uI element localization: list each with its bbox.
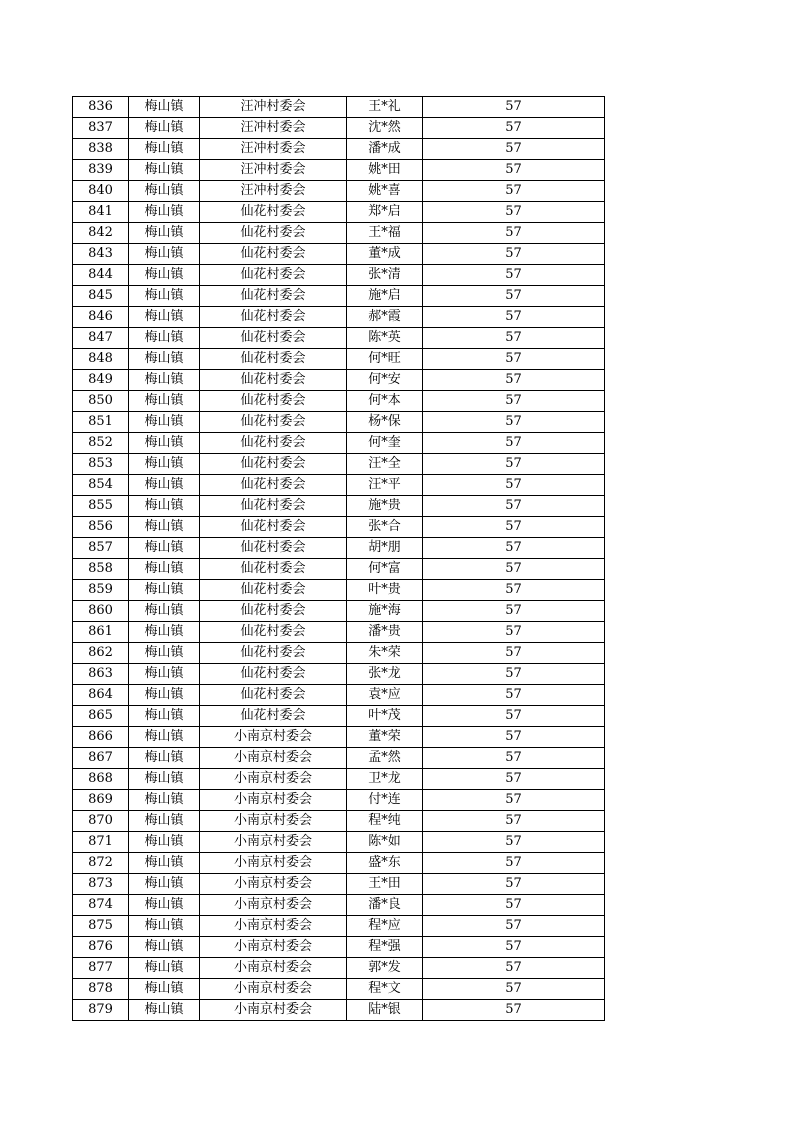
village-cell: 仙花村委会 (200, 454, 347, 475)
row-number-cell: 845 (73, 286, 129, 307)
name-cell: 郝*霞 (347, 307, 423, 328)
row-number-cell: 853 (73, 454, 129, 475)
amount-cell: 57 (423, 328, 605, 349)
town-cell: 梅山镇 (129, 244, 200, 265)
name-cell: 张*清 (347, 265, 423, 286)
table-row (73, 223, 605, 244)
village-cell: 仙花村委会 (200, 370, 347, 391)
name-cell: 盛*东 (347, 853, 423, 874)
row-number-cell: 877 (73, 958, 129, 979)
town-cell: 梅山镇 (129, 118, 200, 139)
town-cell: 梅山镇 (129, 685, 200, 706)
name-cell: 汪*全 (347, 454, 423, 475)
village-cell: 仙花村委会 (200, 349, 347, 370)
village-cell: 仙花村委会 (200, 538, 347, 559)
table-row (73, 559, 605, 580)
amount-cell: 57 (423, 853, 605, 874)
row-number-cell: 854 (73, 475, 129, 496)
row-number-cell: 855 (73, 496, 129, 517)
town-cell: 梅山镇 (129, 391, 200, 412)
name-cell: 施*海 (347, 601, 423, 622)
name-cell: 董*荣 (347, 727, 423, 748)
amount-cell: 57 (423, 811, 605, 832)
table-row (73, 769, 605, 790)
village-cell: 汪冲村委会 (200, 139, 347, 160)
town-cell: 梅山镇 (129, 748, 200, 769)
row-number-cell: 871 (73, 832, 129, 853)
village-cell: 仙花村委会 (200, 685, 347, 706)
table-row (73, 391, 605, 412)
town-cell: 梅山镇 (129, 916, 200, 937)
name-cell: 张*龙 (347, 664, 423, 685)
amount-cell: 57 (423, 181, 605, 202)
table-row (73, 328, 605, 349)
amount-cell: 57 (423, 937, 605, 958)
table-row (73, 475, 605, 496)
name-cell: 叶*贵 (347, 580, 423, 601)
amount-cell: 57 (423, 580, 605, 601)
amount-cell: 57 (423, 643, 605, 664)
row-number-cell: 840 (73, 181, 129, 202)
table-row (73, 496, 605, 517)
town-cell: 梅山镇 (129, 790, 200, 811)
village-cell: 小南京村委会 (200, 958, 347, 979)
town-cell: 梅山镇 (129, 874, 200, 895)
amount-cell: 57 (423, 706, 605, 727)
amount-cell: 57 (423, 244, 605, 265)
row-number-cell: 865 (73, 706, 129, 727)
name-cell: 孟*然 (347, 748, 423, 769)
row-number-cell: 848 (73, 349, 129, 370)
amount-cell: 57 (423, 517, 605, 538)
town-cell: 梅山镇 (129, 328, 200, 349)
table-row (73, 433, 605, 454)
data-table (72, 96, 605, 1021)
town-cell: 梅山镇 (129, 853, 200, 874)
town-cell: 梅山镇 (129, 958, 200, 979)
name-cell: 郑*启 (347, 202, 423, 223)
amount-cell: 57 (423, 139, 605, 160)
amount-cell: 57 (423, 958, 605, 979)
name-cell: 何*旺 (347, 349, 423, 370)
name-cell: 朱*荣 (347, 643, 423, 664)
village-cell: 小南京村委会 (200, 874, 347, 895)
name-cell: 郭*发 (347, 958, 423, 979)
amount-cell: 57 (423, 118, 605, 139)
table-row (73, 643, 605, 664)
village-cell: 仙花村委会 (200, 475, 347, 496)
row-number-cell: 839 (73, 160, 129, 181)
amount-cell: 57 (423, 454, 605, 475)
village-cell: 仙花村委会 (200, 202, 347, 223)
amount-cell: 57 (423, 601, 605, 622)
amount-cell: 57 (423, 895, 605, 916)
row-number-cell: 856 (73, 517, 129, 538)
table-row (73, 979, 605, 1000)
row-number-cell: 846 (73, 307, 129, 328)
table-row (73, 349, 605, 370)
town-cell: 梅山镇 (129, 1000, 200, 1021)
amount-cell: 57 (423, 790, 605, 811)
table-row (73, 1000, 605, 1021)
table-row (73, 370, 605, 391)
amount-cell: 57 (423, 916, 605, 937)
table-row (73, 874, 605, 895)
name-cell: 程*纯 (347, 811, 423, 832)
town-cell: 梅山镇 (129, 538, 200, 559)
table-row (73, 937, 605, 958)
village-cell: 仙花村委会 (200, 559, 347, 580)
amount-cell: 57 (423, 97, 605, 118)
town-cell: 梅山镇 (129, 307, 200, 328)
row-number-cell: 858 (73, 559, 129, 580)
town-cell: 梅山镇 (129, 937, 200, 958)
name-cell: 姚*田 (347, 160, 423, 181)
table-row (73, 517, 605, 538)
table-body (73, 97, 605, 1021)
table-row (73, 97, 605, 118)
name-cell: 王*福 (347, 223, 423, 244)
name-cell: 沈*然 (347, 118, 423, 139)
village-cell: 仙花村委会 (200, 223, 347, 244)
village-cell: 仙花村委会 (200, 517, 347, 538)
town-cell: 梅山镇 (129, 454, 200, 475)
village-cell: 汪冲村委会 (200, 181, 347, 202)
village-cell: 小南京村委会 (200, 937, 347, 958)
village-cell: 小南京村委会 (200, 748, 347, 769)
town-cell: 梅山镇 (129, 832, 200, 853)
town-cell: 梅山镇 (129, 601, 200, 622)
table-row (73, 160, 605, 181)
row-number-cell: 852 (73, 433, 129, 454)
table-row (73, 832, 605, 853)
table-row (73, 181, 605, 202)
name-cell: 潘*成 (347, 139, 423, 160)
village-cell: 汪冲村委会 (200, 97, 347, 118)
village-cell: 仙花村委会 (200, 643, 347, 664)
town-cell: 梅山镇 (129, 160, 200, 181)
town-cell: 梅山镇 (129, 139, 200, 160)
table-row (73, 706, 605, 727)
town-cell: 梅山镇 (129, 97, 200, 118)
table-row (73, 202, 605, 223)
village-cell: 仙花村委会 (200, 307, 347, 328)
amount-cell: 57 (423, 538, 605, 559)
amount-cell: 57 (423, 223, 605, 244)
table-row (73, 412, 605, 433)
village-cell: 小南京村委会 (200, 979, 347, 1000)
name-cell: 陈*如 (347, 832, 423, 853)
amount-cell: 57 (423, 832, 605, 853)
village-cell: 汪冲村委会 (200, 160, 347, 181)
row-number-cell: 879 (73, 1000, 129, 1021)
town-cell: 梅山镇 (129, 286, 200, 307)
village-cell: 仙花村委会 (200, 601, 347, 622)
table-row (73, 727, 605, 748)
name-cell: 何*本 (347, 391, 423, 412)
village-cell: 小南京村委会 (200, 853, 347, 874)
village-cell: 汪冲村委会 (200, 118, 347, 139)
name-cell: 张*合 (347, 517, 423, 538)
village-cell: 仙花村委会 (200, 391, 347, 412)
name-cell: 何*奎 (347, 433, 423, 454)
amount-cell: 57 (423, 727, 605, 748)
table-row (73, 664, 605, 685)
table-row (73, 916, 605, 937)
town-cell: 梅山镇 (129, 412, 200, 433)
table-row (73, 139, 605, 160)
name-cell: 何*安 (347, 370, 423, 391)
row-number-cell: 870 (73, 811, 129, 832)
amount-cell: 57 (423, 307, 605, 328)
amount-cell: 57 (423, 979, 605, 1000)
town-cell: 梅山镇 (129, 202, 200, 223)
name-cell: 何*富 (347, 559, 423, 580)
row-number-cell: 847 (73, 328, 129, 349)
name-cell: 潘*贵 (347, 622, 423, 643)
row-number-cell: 864 (73, 685, 129, 706)
row-number-cell: 857 (73, 538, 129, 559)
name-cell: 王*礼 (347, 97, 423, 118)
amount-cell: 57 (423, 622, 605, 643)
town-cell: 梅山镇 (129, 643, 200, 664)
amount-cell: 57 (423, 559, 605, 580)
town-cell: 梅山镇 (129, 895, 200, 916)
amount-cell: 57 (423, 265, 605, 286)
row-number-cell: 862 (73, 643, 129, 664)
table-row (73, 790, 605, 811)
table-row (73, 580, 605, 601)
row-number-cell: 861 (73, 622, 129, 643)
row-number-cell: 867 (73, 748, 129, 769)
table-row (73, 307, 605, 328)
town-cell: 梅山镇 (129, 181, 200, 202)
town-cell: 梅山镇 (129, 559, 200, 580)
name-cell: 杨*保 (347, 412, 423, 433)
town-cell: 梅山镇 (129, 769, 200, 790)
row-number-cell: 836 (73, 97, 129, 118)
name-cell: 潘*良 (347, 895, 423, 916)
town-cell: 梅山镇 (129, 811, 200, 832)
table-row (73, 454, 605, 475)
amount-cell: 57 (423, 496, 605, 517)
table-row (73, 622, 605, 643)
village-cell: 仙花村委会 (200, 664, 347, 685)
village-cell: 仙花村委会 (200, 286, 347, 307)
row-number-cell: 837 (73, 118, 129, 139)
town-cell: 梅山镇 (129, 265, 200, 286)
town-cell: 梅山镇 (129, 622, 200, 643)
name-cell: 施*启 (347, 286, 423, 307)
village-cell: 小南京村委会 (200, 832, 347, 853)
name-cell: 汪*平 (347, 475, 423, 496)
row-number-cell: 868 (73, 769, 129, 790)
row-number-cell: 838 (73, 139, 129, 160)
row-number-cell: 873 (73, 874, 129, 895)
amount-cell: 57 (423, 1000, 605, 1021)
row-number-cell: 875 (73, 916, 129, 937)
village-cell: 小南京村委会 (200, 790, 347, 811)
row-number-cell: 859 (73, 580, 129, 601)
village-cell: 小南京村委会 (200, 1000, 347, 1021)
town-cell: 梅山镇 (129, 223, 200, 244)
village-cell: 仙花村委会 (200, 433, 347, 454)
amount-cell: 57 (423, 202, 605, 223)
town-cell: 梅山镇 (129, 475, 200, 496)
name-cell: 袁*应 (347, 685, 423, 706)
village-cell: 仙花村委会 (200, 328, 347, 349)
table-row (73, 811, 605, 832)
row-number-cell: 872 (73, 853, 129, 874)
table-row (73, 118, 605, 139)
amount-cell: 57 (423, 370, 605, 391)
amount-cell: 57 (423, 412, 605, 433)
amount-cell: 57 (423, 685, 605, 706)
name-cell: 董*成 (347, 244, 423, 265)
town-cell: 梅山镇 (129, 979, 200, 1000)
table-row (73, 601, 605, 622)
village-cell: 小南京村委会 (200, 811, 347, 832)
table-row (73, 685, 605, 706)
row-number-cell: 844 (73, 265, 129, 286)
row-number-cell: 843 (73, 244, 129, 265)
village-cell: 小南京村委会 (200, 895, 347, 916)
name-cell: 叶*茂 (347, 706, 423, 727)
table-row (73, 286, 605, 307)
name-cell: 陈*英 (347, 328, 423, 349)
town-cell: 梅山镇 (129, 727, 200, 748)
amount-cell: 57 (423, 475, 605, 496)
amount-cell: 57 (423, 286, 605, 307)
amount-cell: 57 (423, 769, 605, 790)
name-cell: 胡*朋 (347, 538, 423, 559)
town-cell: 梅山镇 (129, 433, 200, 454)
town-cell: 梅山镇 (129, 370, 200, 391)
amount-cell: 57 (423, 160, 605, 181)
table-row (73, 853, 605, 874)
amount-cell: 57 (423, 748, 605, 769)
name-cell: 卫*龙 (347, 769, 423, 790)
table-row (73, 895, 605, 916)
row-number-cell: 849 (73, 370, 129, 391)
name-cell: 程*文 (347, 979, 423, 1000)
village-cell: 小南京村委会 (200, 769, 347, 790)
row-number-cell: 866 (73, 727, 129, 748)
amount-cell: 57 (423, 391, 605, 412)
table-row (73, 748, 605, 769)
name-cell: 施*贵 (347, 496, 423, 517)
name-cell: 陆*银 (347, 1000, 423, 1021)
town-cell: 梅山镇 (129, 517, 200, 538)
row-number-cell: 860 (73, 601, 129, 622)
table-row (73, 244, 605, 265)
town-cell: 梅山镇 (129, 496, 200, 517)
village-cell: 仙花村委会 (200, 412, 347, 433)
village-cell: 仙花村委会 (200, 706, 347, 727)
village-cell: 仙花村委会 (200, 265, 347, 286)
row-number-cell: 850 (73, 391, 129, 412)
village-cell: 仙花村委会 (200, 580, 347, 601)
row-number-cell: 874 (73, 895, 129, 916)
amount-cell: 57 (423, 874, 605, 895)
town-cell: 梅山镇 (129, 349, 200, 370)
village-cell: 仙花村委会 (200, 244, 347, 265)
table-row (73, 538, 605, 559)
village-cell: 仙花村委会 (200, 622, 347, 643)
name-cell: 程*强 (347, 937, 423, 958)
town-cell: 梅山镇 (129, 706, 200, 727)
name-cell: 姚*喜 (347, 181, 423, 202)
name-cell: 付*连 (347, 790, 423, 811)
town-cell: 梅山镇 (129, 580, 200, 601)
village-cell: 仙花村委会 (200, 496, 347, 517)
name-cell: 程*应 (347, 916, 423, 937)
row-number-cell: 869 (73, 790, 129, 811)
amount-cell: 57 (423, 664, 605, 685)
amount-cell: 57 (423, 349, 605, 370)
amount-cell: 57 (423, 433, 605, 454)
town-cell: 梅山镇 (129, 664, 200, 685)
table-row (73, 265, 605, 286)
village-cell: 小南京村委会 (200, 727, 347, 748)
name-cell: 王*田 (347, 874, 423, 895)
row-number-cell: 841 (73, 202, 129, 223)
village-cell: 小南京村委会 (200, 916, 347, 937)
row-number-cell: 842 (73, 223, 129, 244)
row-number-cell: 878 (73, 979, 129, 1000)
row-number-cell: 851 (73, 412, 129, 433)
table-row (73, 958, 605, 979)
row-number-cell: 876 (73, 937, 129, 958)
row-number-cell: 863 (73, 664, 129, 685)
